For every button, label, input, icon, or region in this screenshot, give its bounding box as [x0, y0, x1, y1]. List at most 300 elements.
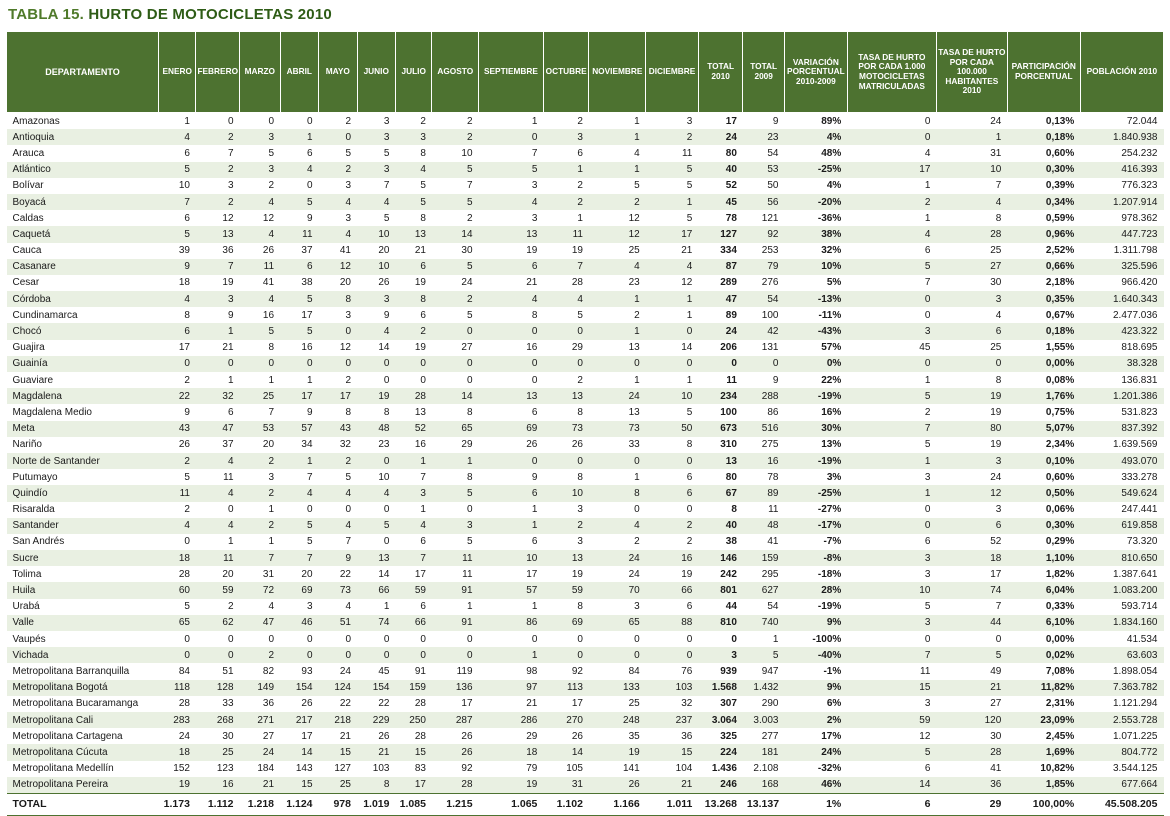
cell-departamento: Chocó [7, 323, 159, 339]
cell-value: 9 [743, 113, 785, 130]
cell-value: 22 [158, 388, 195, 404]
cell-value: 217 [280, 712, 318, 728]
cell-value: 105 [543, 761, 589, 777]
cell-value: 0 [357, 631, 395, 647]
cell-value: 69 [479, 421, 544, 437]
cell-value: 0,00% [1007, 631, 1080, 647]
cell-value: 47 [240, 615, 281, 631]
cell-value: 13 [357, 550, 395, 566]
cell-value: 39 [158, 243, 195, 259]
cell-value: 7 [319, 534, 357, 550]
cell-value: 32 [196, 388, 240, 404]
cell-value: 237 [646, 712, 699, 728]
cell-value: 0 [280, 113, 318, 130]
cell-value: 8 [357, 777, 395, 794]
cell-value: 6,04% [1007, 582, 1080, 598]
cell-value: 1.834.160 [1080, 615, 1163, 631]
cell-value: 2,18% [1007, 275, 1080, 291]
cell-departamento: Sucre [7, 550, 159, 566]
cell-value: 4 [589, 518, 646, 534]
cell-value: 4 [357, 194, 395, 210]
cell-value: 54 [743, 599, 785, 615]
cell-value: 127 [698, 226, 743, 242]
cell-value: 0 [847, 291, 936, 307]
cell-value: 2 [589, 307, 646, 323]
table-row [7, 372, 1164, 388]
cell-value: 28 [395, 388, 431, 404]
col-poblacion: POBLACIÓN 2010 [1080, 32, 1163, 113]
cell-value: 14 [646, 340, 699, 356]
cell-value: 3 [589, 599, 646, 615]
cell-value: 1.640.343 [1080, 291, 1163, 307]
cell-value: 168 [743, 777, 785, 794]
cell-value: 5 [847, 599, 936, 615]
cell-departamento: Huila [7, 582, 159, 598]
cell-value: 8 [543, 469, 589, 485]
cell-value: 1 [196, 372, 240, 388]
cell-value: 6 [936, 518, 1007, 534]
cell-value: 14 [357, 340, 395, 356]
cell-departamento: Magdalena Medio [7, 404, 159, 420]
cell-value: 1 [847, 210, 936, 226]
cell-value: 89 [698, 307, 743, 323]
cell-value: 0 [847, 307, 936, 323]
cell-value: 0 [743, 356, 785, 372]
cell-value: 31 [240, 566, 281, 582]
cell-value: 0 [589, 453, 646, 469]
cell-value: 23 [357, 437, 395, 453]
cell-value: 10 [936, 162, 1007, 178]
cell-value: 11 [196, 550, 240, 566]
cell-value: 14 [357, 566, 395, 582]
cell-value: 19 [936, 388, 1007, 404]
cell-value: 1 [395, 502, 431, 518]
cell-value: 40 [698, 518, 743, 534]
table-row [7, 696, 1164, 712]
cell-value: 1 [479, 502, 544, 518]
total-value: 1.112 [196, 793, 240, 815]
cell-value: 80 [936, 421, 1007, 437]
cell-value: 69 [543, 615, 589, 631]
col-septiembre: SEPTIEMBRE [479, 32, 544, 113]
cell-value: 277 [743, 728, 785, 744]
cell-value: 2 [646, 129, 699, 145]
cell-value: 1,76% [1007, 388, 1080, 404]
cell-value: 5 [646, 210, 699, 226]
cell-value: 0 [543, 356, 589, 372]
cell-value: 0 [479, 323, 544, 339]
cell-value: 60 [158, 582, 195, 598]
cell-value: 24 [698, 129, 743, 145]
cell-value: 3 [240, 129, 281, 145]
cell-value: 15 [395, 744, 431, 760]
cell-value: 11 [280, 226, 318, 242]
cell-value: 2,34% [1007, 437, 1080, 453]
cell-value: 206 [698, 340, 743, 356]
cell-value: 65 [432, 421, 479, 437]
cell-value: 549.624 [1080, 485, 1163, 501]
cell-value: 12 [240, 210, 281, 226]
table-row [7, 275, 1164, 291]
cell-value: 45 [698, 194, 743, 210]
cell-value: 84 [589, 663, 646, 679]
cell-value: 5 [432, 194, 479, 210]
cell-value: 1 [543, 210, 589, 226]
cell-value: 54 [743, 291, 785, 307]
table-row [7, 356, 1164, 372]
cell-value: 286 [479, 712, 544, 728]
cell-value: 82 [240, 663, 281, 679]
cell-value: 5 [936, 647, 1007, 663]
cell-value: 22% [784, 372, 847, 388]
cell-value: 978.362 [1080, 210, 1163, 226]
cell-value: 92 [543, 663, 589, 679]
cell-value: 136 [432, 680, 479, 696]
cell-value: 1 [847, 372, 936, 388]
cell-value: 10 [158, 178, 195, 194]
cell-departamento: Metropolitana Pereira [7, 777, 159, 794]
cell-value: 45 [847, 340, 936, 356]
cell-value: 619.858 [1080, 518, 1163, 534]
cell-value: 78 [698, 210, 743, 226]
cell-value: 19 [589, 744, 646, 760]
cell-value: 17% [784, 728, 847, 744]
cell-value: 2 [646, 518, 699, 534]
cell-value: -17% [784, 518, 847, 534]
cell-value: 6 [158, 323, 195, 339]
cell-value: 1 [432, 453, 479, 469]
cell-value: 0,60% [1007, 469, 1080, 485]
cell-value: 9 [280, 210, 318, 226]
cell-value: 124 [319, 680, 357, 696]
cell-value: 21 [479, 275, 544, 291]
cell-value: 9 [158, 259, 195, 275]
cell-value: 1.121.294 [1080, 696, 1163, 712]
cell-value: 0 [395, 372, 431, 388]
cell-value: 1 [847, 453, 936, 469]
cell-value: 2 [432, 291, 479, 307]
cell-value: 270 [543, 712, 589, 728]
cell-value: 18 [479, 744, 544, 760]
cell-value: 5 [240, 323, 281, 339]
cell-value: 17 [698, 113, 743, 130]
cell-value: 28 [395, 696, 431, 712]
cell-value: 10 [357, 259, 395, 275]
cell-value: 26 [158, 437, 195, 453]
cell-value: 3.064 [698, 712, 743, 728]
cell-value: 12 [589, 210, 646, 226]
cell-value: 2 [543, 372, 589, 388]
cell-value: 0 [432, 502, 479, 518]
cell-value: 4 [240, 599, 281, 615]
cell-value: 11,82% [1007, 680, 1080, 696]
cell-value: 1,55% [1007, 340, 1080, 356]
cell-value: 416.393 [1080, 162, 1163, 178]
cell-value: 1 [240, 534, 281, 550]
cell-value: 76 [646, 663, 699, 679]
table-header [7, 32, 1164, 113]
cell-value: 27 [936, 259, 1007, 275]
cell-value: 27 [936, 696, 1007, 712]
table-row [7, 502, 1164, 518]
cell-value: 2 [240, 518, 281, 534]
cell-value: 3 [196, 178, 240, 194]
cell-value: 0 [479, 631, 544, 647]
cell-value: 0,00% [1007, 356, 1080, 372]
cell-departamento: Metropolitana Cali [7, 712, 159, 728]
cell-value: 3 [280, 599, 318, 615]
cell-value: 0,30% [1007, 162, 1080, 178]
cell-value: 4 [395, 518, 431, 534]
total-value: 6 [847, 793, 936, 815]
cell-value: 3 [395, 129, 431, 145]
cell-value: 6 [158, 145, 195, 161]
cell-value: 1 [158, 113, 195, 130]
cell-value: 70 [589, 582, 646, 598]
cell-value: 0 [319, 129, 357, 145]
cell-value: 810.650 [1080, 550, 1163, 566]
table-row [7, 485, 1164, 501]
cell-value: 0 [589, 647, 646, 663]
cell-value: 8 [543, 404, 589, 420]
cell-value: 2 [196, 194, 240, 210]
cell-value: 12 [646, 275, 699, 291]
cell-value: 246 [698, 777, 743, 794]
cell-value: 65 [158, 615, 195, 631]
cell-value: 1 [646, 307, 699, 323]
table-row [7, 404, 1164, 420]
cell-value: 54 [743, 145, 785, 161]
total-row [7, 793, 1164, 815]
cell-value: 28 [936, 226, 1007, 242]
cell-value: 0 [196, 647, 240, 663]
total-value: 1.019 [357, 793, 395, 815]
cell-value: -11% [784, 307, 847, 323]
cell-value: 10 [479, 550, 544, 566]
cell-value: 47 [698, 291, 743, 307]
table-row [7, 145, 1164, 161]
cell-value: 13 [479, 226, 544, 242]
cell-value: 9 [158, 404, 195, 420]
cell-value: 242 [698, 566, 743, 582]
cell-value: 593.714 [1080, 599, 1163, 615]
cell-value: -25% [784, 485, 847, 501]
cell-value: 67 [698, 485, 743, 501]
cell-value: 7 [158, 194, 195, 210]
cell-value: 325 [698, 728, 743, 744]
cell-value: 84 [158, 663, 195, 679]
cell-value: 250 [395, 712, 431, 728]
cell-value: -27% [784, 502, 847, 518]
cell-value: 4 [319, 518, 357, 534]
cell-value: 48 [743, 518, 785, 534]
cell-value: 677.664 [1080, 777, 1163, 794]
table-row [7, 437, 1164, 453]
cell-value: 19 [395, 275, 431, 291]
cell-value: 24 [240, 744, 281, 760]
cell-value: 3 [479, 178, 544, 194]
cell-value: 141 [589, 761, 646, 777]
cell-value: 4 [936, 307, 1007, 323]
cell-value: 12 [589, 226, 646, 242]
cell-value: 128 [196, 680, 240, 696]
cell-value: 3 [357, 129, 395, 145]
cell-value: 29 [543, 340, 589, 356]
cell-value: 9 [319, 550, 357, 566]
cell-value: 1 [589, 162, 646, 178]
col-total-2009: TOTAL 2009 [743, 32, 785, 113]
cell-value: 287 [432, 712, 479, 728]
cell-value: 28 [158, 566, 195, 582]
cell-value: 1 [280, 372, 318, 388]
table-row [7, 566, 1164, 582]
cell-value: 4% [784, 129, 847, 145]
cell-value: 43 [158, 421, 195, 437]
cell-value: 16 [743, 453, 785, 469]
cell-value: 1 [646, 291, 699, 307]
cell-value: 4 [646, 259, 699, 275]
cell-value: 0 [698, 631, 743, 647]
cell-departamento: Atlántico [7, 162, 159, 178]
cell-value: 103 [357, 761, 395, 777]
cell-value: 1,82% [1007, 566, 1080, 582]
cell-value: 136.831 [1080, 372, 1163, 388]
cell-value: 2 [543, 194, 589, 210]
cell-value: -19% [784, 599, 847, 615]
cell-value: 8 [936, 372, 1007, 388]
cell-value: 15 [280, 777, 318, 794]
cell-value: 21 [646, 243, 699, 259]
cell-value: 1 [240, 502, 281, 518]
cell-value: 0 [646, 453, 699, 469]
cell-value: 51 [196, 663, 240, 679]
cell-value: 6 [395, 534, 431, 550]
total-label: TOTAL [7, 793, 159, 815]
cell-value: 5 [357, 210, 395, 226]
col-diciembre: DICIEMBRE [646, 32, 699, 113]
cell-value: 44 [936, 615, 1007, 631]
cell-value: -1% [784, 663, 847, 679]
cell-value: 0 [847, 502, 936, 518]
table-row [7, 340, 1164, 356]
cell-value: 21 [196, 340, 240, 356]
cell-value: 2 [589, 194, 646, 210]
cell-value: 12 [319, 340, 357, 356]
cell-value: 1.840.938 [1080, 129, 1163, 145]
cell-value: 63.603 [1080, 647, 1163, 663]
cell-value: 5 [158, 469, 195, 485]
cell-value: 1,85% [1007, 777, 1080, 794]
cell-value: 0,35% [1007, 291, 1080, 307]
cell-departamento: Caldas [7, 210, 159, 226]
cell-departamento: Cauca [7, 243, 159, 259]
cell-value: 4 [280, 485, 318, 501]
cell-value: 15 [847, 680, 936, 696]
cell-value: 24 [936, 469, 1007, 485]
cell-value: 91 [395, 663, 431, 679]
cell-value: 72.044 [1080, 113, 1163, 130]
cell-value: 2 [395, 323, 431, 339]
cell-value: 19 [479, 243, 544, 259]
cell-value: 103 [646, 680, 699, 696]
cell-value: 0 [395, 631, 431, 647]
cell-value: 254.232 [1080, 145, 1163, 161]
col-total-2010: TOTAL 2010 [698, 32, 743, 113]
cell-value: 947 [743, 663, 785, 679]
table-name: HURTO DE MOTOCICLETAS 2010 [88, 6, 332, 23]
cell-value: 333.278 [1080, 469, 1163, 485]
cell-value: 0 [432, 372, 479, 388]
cell-value: -36% [784, 210, 847, 226]
total-value: 29 [936, 793, 1007, 815]
cell-value: 18 [158, 550, 195, 566]
cell-value: 181 [743, 744, 785, 760]
cell-value: 2.477.036 [1080, 307, 1163, 323]
cell-value: 1,69% [1007, 744, 1080, 760]
cell-value: 40 [698, 162, 743, 178]
cell-value: 80 [698, 145, 743, 161]
cell-departamento: Boyacá [7, 194, 159, 210]
cell-value: 20 [357, 243, 395, 259]
cell-value: 0 [395, 356, 431, 372]
cell-value: 5 [280, 323, 318, 339]
cell-value: 6 [280, 145, 318, 161]
cell-value: 45 [357, 663, 395, 679]
cell-value: 0,75% [1007, 404, 1080, 420]
cell-value: 38% [784, 226, 847, 242]
cell-value: 0,50% [1007, 485, 1080, 501]
cell-value: 6 [646, 485, 699, 501]
cell-value: 4 [319, 485, 357, 501]
cell-value: 289 [698, 275, 743, 291]
cell-value: 2,52% [1007, 243, 1080, 259]
cell-value: 89% [784, 113, 847, 130]
cell-value: 0,06% [1007, 502, 1080, 518]
cell-value: 1.568 [698, 680, 743, 696]
cell-value: 74 [936, 582, 1007, 598]
cell-value: 1 [432, 599, 479, 615]
cell-value: 11 [847, 663, 936, 679]
cell-value: 283 [158, 712, 195, 728]
cell-value: 17 [395, 566, 431, 582]
cell-value: 0 [319, 502, 357, 518]
cell-value: 119 [432, 663, 479, 679]
total-value: 1.218 [240, 793, 281, 815]
cell-value: 234 [698, 388, 743, 404]
table-row [7, 388, 1164, 404]
cell-value: 41 [319, 243, 357, 259]
cell-value: 0 [432, 323, 479, 339]
cell-departamento: Norte de Santander [7, 453, 159, 469]
cell-value: 3 [543, 534, 589, 550]
cell-value: 740 [743, 615, 785, 631]
cell-value: 2 [432, 210, 479, 226]
cell-value: 1 [543, 162, 589, 178]
cell-value: 1 [589, 323, 646, 339]
cell-value: 4 [280, 162, 318, 178]
cell-value: 24 [432, 275, 479, 291]
cell-value: 248 [589, 712, 646, 728]
cell-value: 0 [432, 631, 479, 647]
cell-value: 5 [158, 162, 195, 178]
cell-value: 6 [479, 485, 544, 501]
cell-value: 44 [698, 599, 743, 615]
cell-value: 24 [158, 728, 195, 744]
cell-departamento: Metropolitana Bucaramanga [7, 696, 159, 712]
cell-value: 0,10% [1007, 453, 1080, 469]
cell-value: 20 [319, 275, 357, 291]
cell-value: 73 [589, 421, 646, 437]
